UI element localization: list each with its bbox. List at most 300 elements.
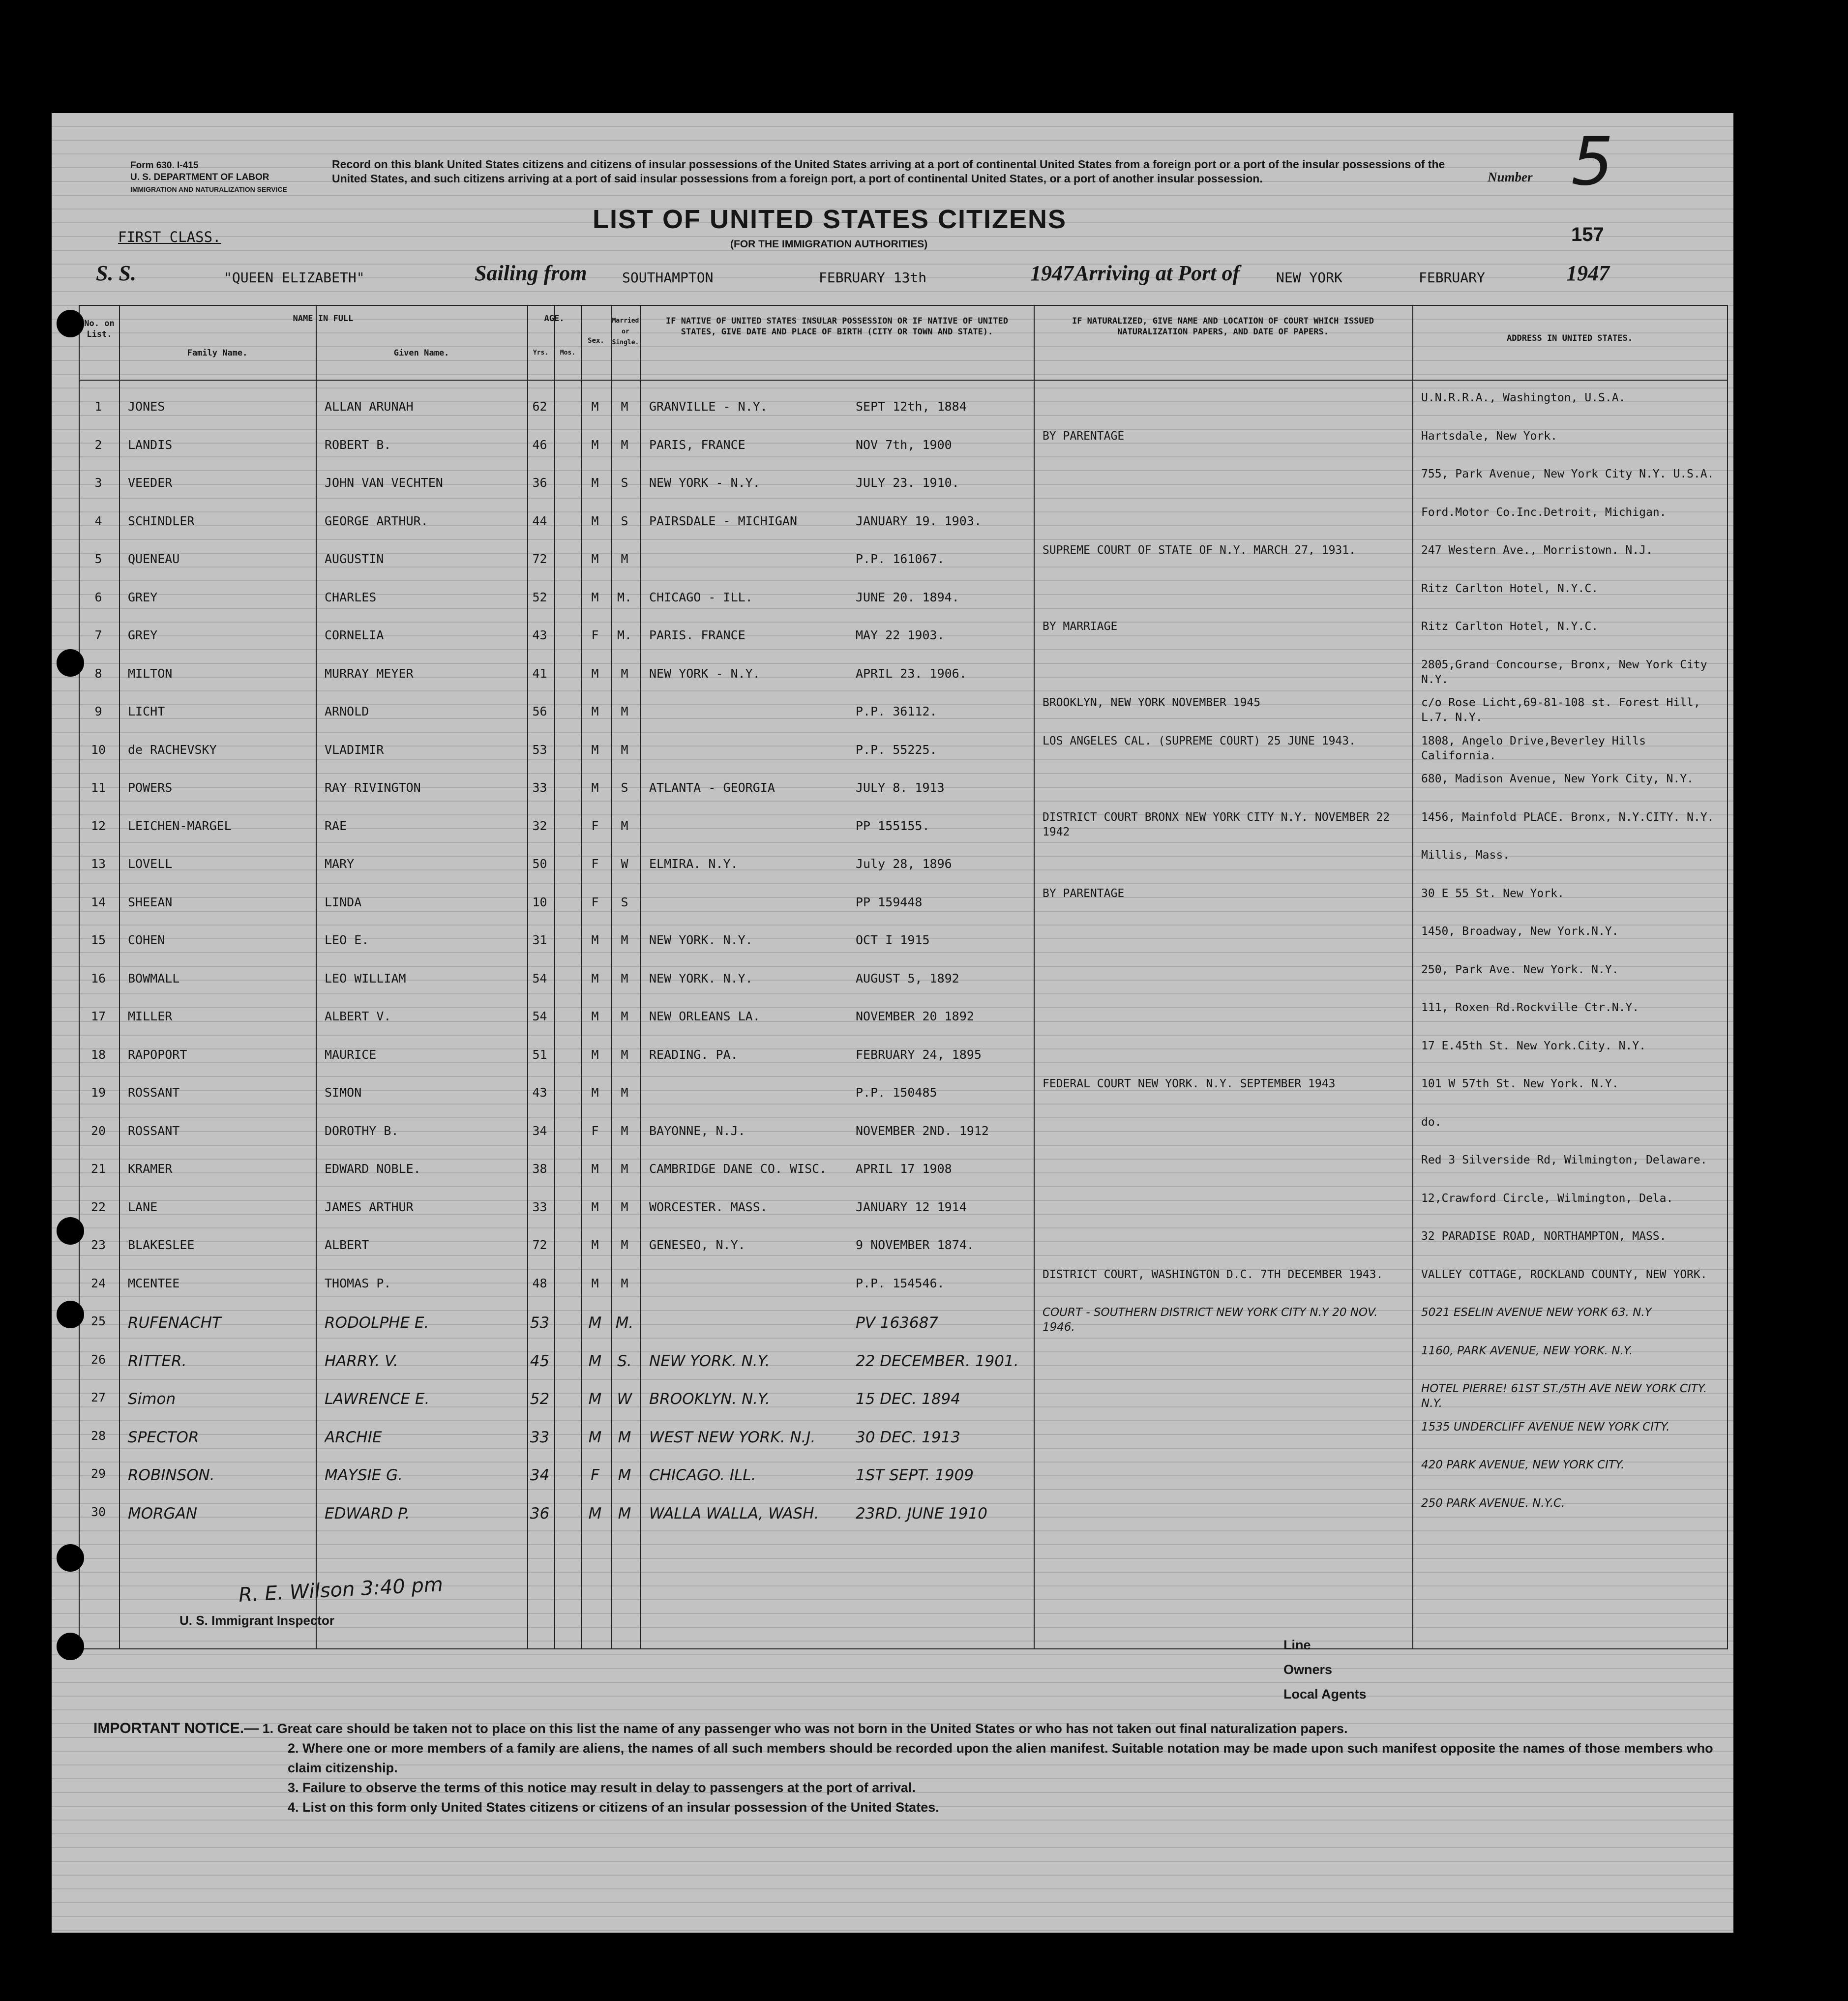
- sailing-date: FEBRUARY 13th: [819, 269, 927, 286]
- sex: M: [591, 476, 599, 490]
- birth-date: NOVEMBER 2ND. 1912: [856, 1123, 989, 1138]
- record-instructions: Record on this blank United States citizens and citizens of insular possessions of the United States arriving at a port of continental United States from a foreign port or a port of the insular possessions of the United States, and such citizens arriving at a port of said insular possessions from a foreign port, a port of continental United States, or a port of another insular possession.: [332, 158, 1445, 185]
- us-address: 5021 ESELIN AVENUE NEW YORK 63. N.Y: [1421, 1306, 1652, 1319]
- family-name: LICHT: [128, 704, 165, 718]
- age-years: 53: [530, 1314, 550, 1332]
- us-address: 2805,Grand Concourse, Bronx, New York City N.Y.: [1421, 658, 1707, 686]
- sex: M: [591, 1085, 599, 1100]
- page-title: LIST OF UNITED STATES CITIZENS: [593, 205, 1067, 234]
- header-address: ADDRESS IN UNITED STATES.: [1507, 333, 1633, 343]
- birth-place: GRANVILLE - N.Y.: [649, 399, 768, 414]
- age-years: 32: [532, 818, 547, 833]
- birth-place: PARIS. FRANCE: [649, 628, 745, 642]
- us-address: Ritz Carlton Hotel, N.Y.C.: [1421, 582, 1599, 595]
- birth-date: NOV 7th, 1900: [856, 437, 952, 452]
- row-number: 12: [90, 818, 106, 833]
- age-years: 44: [532, 513, 547, 528]
- given-name: MARY: [325, 857, 355, 871]
- given-name: CHARLES: [325, 590, 377, 604]
- birth-date: MAY 22 1903.: [856, 628, 945, 642]
- table-row: [79, 1075, 1726, 1113]
- birth-date: JANUARY 12 1914: [856, 1199, 967, 1214]
- sex: M: [591, 1009, 599, 1023]
- naturalization: FEDERAL COURT NEW YORK. N.Y. SEPTEMBER 1943: [1043, 1077, 1336, 1090]
- row-number: 10: [90, 742, 106, 757]
- header-birth: IF NATIVE OF UNITED STATES INSULAR POSSESSION OR IF NATIVE OF UNITED STATES, GIVE DATE AND PLACE OF BIRTH (CITY OR TOWN AND STATE).: [666, 316, 1008, 337]
- table-row: [79, 693, 1726, 732]
- us-address: 680, Madison Avenue, New York City, N.Y.: [1421, 773, 1694, 785]
- birth-place: PARIS, FRANCE: [649, 437, 745, 452]
- notice-1: 1. Great care should be taken not to place on this list the name of any passenger who was not born in the United States or who has not taken out final naturalization papers.: [262, 1721, 1348, 1736]
- marital-status: W: [621, 857, 628, 871]
- marital-status: S.: [617, 1352, 632, 1370]
- family-name: ROBINSON.: [128, 1466, 215, 1484]
- marital-status: S: [621, 895, 628, 909]
- us-address: Ford.Motor Co.Inc.Detroit, Michigan.: [1421, 506, 1667, 519]
- given-name: LEO WILLIAM: [325, 971, 406, 986]
- marital-status: M: [621, 1047, 628, 1062]
- family-name: LANE: [128, 1199, 158, 1214]
- table-row: [79, 1227, 1726, 1265]
- row-number: 16: [90, 971, 106, 986]
- age-years: 43: [532, 1085, 547, 1100]
- row-number: 26: [90, 1352, 106, 1367]
- row-number: 7: [94, 628, 102, 642]
- table-row: [79, 732, 1726, 770]
- us-address: Ritz Carlton Hotel, N.Y.C.: [1421, 620, 1599, 633]
- family-name: RITTER.: [128, 1352, 187, 1370]
- row-number: 13: [90, 857, 106, 871]
- age-years: 72: [532, 1238, 547, 1252]
- given-name: ALBERT: [325, 1238, 369, 1252]
- birth-place: BAYONNE, N.J.: [649, 1123, 745, 1138]
- row-number: 15: [90, 933, 106, 947]
- birth-date: 23RD. JUNE 1910: [856, 1504, 987, 1523]
- table-row: [79, 808, 1726, 846]
- age-years: 43: [532, 628, 547, 642]
- age-years: 62: [532, 399, 547, 414]
- marital-status: M: [621, 1276, 628, 1290]
- us-address: 12,Crawford Circle, Wilmington, Dela.: [1421, 1192, 1673, 1205]
- arrival-year: 1947: [1566, 261, 1610, 285]
- sailing-label: Sailing from: [475, 261, 587, 285]
- sex: M: [588, 1314, 602, 1332]
- family-name: ROSSANT: [128, 1085, 180, 1100]
- table-row: [79, 884, 1726, 923]
- arriving-label: Arriving at Port of: [1074, 261, 1240, 285]
- header-given-name: Given Name.: [393, 348, 449, 358]
- naturalization: SUPREME COURT OF STATE OF N.Y. MARCH 27, 1931.: [1043, 544, 1356, 557]
- us-address: VALLEY COTTAGE, ROCKLAND COUNTY, NEW YORK.: [1421, 1268, 1707, 1281]
- table-row: [79, 503, 1726, 541]
- age-years: 33: [532, 1199, 547, 1214]
- birth-date: JUNE 20. 1894.: [856, 590, 959, 604]
- us-address: Red 3 Silverside Rd, Wilmington, Delaware.: [1421, 1154, 1707, 1166]
- row-number: 14: [90, 895, 106, 909]
- age-years: 46: [532, 437, 547, 452]
- family-name: RAPOPORT: [128, 1047, 187, 1062]
- marital-status: M.: [617, 628, 632, 642]
- inspector-label: U. S. Immigrant Inspector: [179, 1613, 334, 1628]
- birth-date: 30 DEC. 1913: [856, 1428, 961, 1446]
- sex: F: [591, 818, 599, 833]
- birth-date: PV 163687: [856, 1314, 939, 1332]
- arrival-port: NEW YORK: [1276, 269, 1342, 286]
- sex: M: [591, 1162, 599, 1176]
- birth-date: PP 155155.: [856, 818, 930, 833]
- notice-2: 2. Where one or more members of a family are aliens, the names of all such members should be recorded upon the alien manifest. Suitable notation may be made upon such manifest opposite the names of those members who claim citizenship.: [288, 1741, 1713, 1775]
- given-name: LEO E.: [325, 933, 369, 947]
- marital-status: M: [621, 742, 628, 757]
- birth-place: BROOKLYN. N.Y.: [649, 1390, 770, 1408]
- family-name: POWERS: [128, 780, 173, 795]
- row-number: 28: [90, 1428, 106, 1443]
- row-number: 18: [90, 1047, 106, 1062]
- us-address: 1160, PARK AVENUE, NEW YORK. N.Y.: [1421, 1344, 1633, 1357]
- family-name: ROSSANT: [128, 1123, 180, 1138]
- age-years: 31: [532, 933, 547, 947]
- age-years: 41: [532, 666, 547, 681]
- birth-date: 9 NOVEMBER 1874.: [856, 1238, 974, 1252]
- table-row: [79, 1037, 1726, 1075]
- birth-place: GENESEO, N.Y.: [649, 1238, 745, 1252]
- sex: F: [591, 628, 599, 642]
- header-no: No. on List.: [84, 319, 115, 339]
- age-years: 50: [532, 857, 547, 871]
- table-row: [79, 770, 1726, 808]
- marital-status: M: [621, 399, 628, 414]
- sailing-port: SOUTHAMPTON: [622, 269, 714, 286]
- us-address: HOTEL PIERRE! 61ST ST./5TH AVE NEW YORK CITY. N.Y.: [1421, 1382, 1707, 1410]
- us-address: 1535 UNDERCLIFF AVENUE NEW YORK CITY.: [1421, 1420, 1670, 1434]
- marital-status: M: [621, 1009, 628, 1023]
- marital-status: M: [621, 1123, 628, 1138]
- department-name: U. S. DEPARTMENT OF LABOR: [130, 172, 269, 182]
- form-number: Form 630. I-415: [130, 160, 199, 171]
- birth-date: JANUARY 19. 1903.: [856, 513, 982, 528]
- table-row: [79, 1418, 1726, 1456]
- header-naturalized: IF NATURALIZED, GIVE NAME AND LOCATION OF COURT WHICH ISSUED NATURALIZATION PAPERS, AND DATE OF PAPERS.: [1072, 316, 1374, 337]
- us-address: 250 PARK AVENUE. N.Y.C.: [1421, 1496, 1565, 1510]
- table-row: [79, 960, 1726, 999]
- age-years: 72: [532, 552, 547, 566]
- age-years: 34: [530, 1466, 550, 1484]
- us-address: 247 Western Ave., Morristown. N.J.: [1421, 544, 1653, 557]
- age-years: 54: [532, 971, 547, 986]
- given-name: SIMON: [325, 1085, 362, 1100]
- given-name: MAYSIE G.: [325, 1466, 403, 1484]
- birth-place: CHICAGO. ILL.: [649, 1466, 756, 1484]
- table-row: [79, 1113, 1726, 1151]
- us-address: 32 PARADISE ROAD, NORTHAMPTON, MASS.: [1421, 1230, 1667, 1243]
- ss-label: S. S.: [96, 261, 136, 285]
- marital-status: M.: [617, 590, 632, 604]
- sex: M: [591, 399, 599, 414]
- family-name: GREY: [128, 628, 158, 642]
- marital-status: M: [621, 1085, 628, 1100]
- punch-hole: [57, 649, 84, 677]
- row-number: 20: [90, 1123, 106, 1138]
- number-value: 5: [1571, 123, 1613, 200]
- family-name: SCHINDLER: [128, 513, 195, 528]
- us-address: 17 E.45th St. New York.City. N.Y.: [1421, 1039, 1646, 1052]
- birth-place: NEW ORLEANS LA.: [649, 1009, 760, 1023]
- sex: M: [588, 1428, 602, 1446]
- family-name: COHEN: [128, 933, 165, 947]
- family-name: JONES: [128, 399, 165, 414]
- birth-date: 1ST SEPT. 1909: [856, 1466, 974, 1484]
- table-row: [79, 846, 1726, 884]
- table-row: [79, 541, 1726, 579]
- row-number: 27: [90, 1390, 106, 1404]
- age-years: 33: [532, 780, 547, 795]
- birth-place: WORCESTER. MASS.: [649, 1199, 768, 1214]
- given-name: RAE: [325, 818, 347, 833]
- given-name: ALBERT V.: [325, 1009, 391, 1023]
- form-header-left: [130, 160, 287, 195]
- age-years: 48: [532, 1276, 547, 1290]
- us-address: 111, Roxen Rd.Rockville Ctr.N.Y.: [1421, 1001, 1639, 1014]
- age-years: 33: [530, 1428, 550, 1446]
- given-name: LAWRENCE E.: [325, 1390, 430, 1408]
- age-years: 52: [532, 590, 547, 604]
- us-address: U.N.R.R.A., Washington, U.S.A.: [1421, 391, 1626, 404]
- age-years: 52: [530, 1390, 550, 1408]
- age-years: 56: [532, 704, 547, 718]
- header-family-name: Family Name.: [187, 348, 248, 358]
- sex: F: [591, 895, 599, 909]
- punch-hole: [57, 1633, 84, 1660]
- marital-status: W: [617, 1390, 632, 1408]
- us-address: do.: [1421, 1115, 1442, 1129]
- family-name: BLAKESLEE: [128, 1238, 195, 1252]
- birth-date: P.P. 161067.: [856, 552, 945, 566]
- header-age: AGE.: [544, 314, 565, 324]
- given-name: JAMES ARTHUR: [325, 1199, 414, 1214]
- age-years: 36: [532, 476, 547, 490]
- service-name: IMMIGRATION AND NATURALIZATION SERVICE: [130, 185, 287, 193]
- sex: M: [591, 971, 599, 986]
- family-name: LANDIS: [128, 437, 173, 452]
- family-name: MORGAN: [128, 1504, 198, 1523]
- us-address: 1808, Angelo Drive,Beverley Hills California.: [1421, 734, 1646, 762]
- marital-status: S: [621, 780, 628, 795]
- row-number: 17: [90, 1009, 106, 1023]
- row-number: 9: [94, 704, 102, 718]
- marital-status: M: [621, 971, 628, 986]
- given-name: THOMAS P.: [325, 1276, 391, 1290]
- marital-status: M: [621, 818, 628, 833]
- birth-date: 22 DECEMBER. 1901.: [856, 1352, 1019, 1370]
- age-years: 10: [532, 895, 547, 909]
- given-name: RAY RIVINGTON: [325, 780, 421, 795]
- table-row: [79, 1342, 1726, 1380]
- manifest-page: [52, 113, 1733, 1933]
- given-name: DOROTHY B.: [325, 1123, 399, 1138]
- table-row: [79, 922, 1726, 960]
- age-years: 34: [532, 1123, 547, 1138]
- birth-place: NEW YORK. N.Y.: [649, 1352, 770, 1370]
- us-address: 1456, Mainfold PLACE. Bronx, N.Y.CITY. N.Y.: [1421, 810, 1714, 824]
- header-mos: Mos.: [560, 349, 576, 357]
- sex: F: [591, 1466, 599, 1484]
- marital-status: M.: [615, 1314, 634, 1332]
- naturalization: BY PARENTAGE: [1043, 887, 1125, 900]
- naturalization: DISTRICT COURT BRONX NEW YORK CITY N.Y. NOVEMBER 22 1942: [1043, 810, 1390, 838]
- important-notice: [93, 1719, 1716, 1817]
- table-row: [79, 465, 1726, 503]
- birth-place: WEST NEW YORK. N.J.: [649, 1428, 816, 1446]
- age-years: 54: [532, 1009, 547, 1023]
- marital-status: S: [621, 513, 628, 528]
- birth-date: OCT I 1915: [856, 933, 930, 947]
- punch-hole: [57, 1217, 84, 1245]
- birth-place: PAIRSDALE - MICHIGAN: [649, 513, 798, 528]
- table-row: [79, 1379, 1726, 1418]
- us-address: 1450, Broadway, New York.N.Y.: [1421, 925, 1619, 938]
- birth-place: NEW YORK. N.Y.: [649, 971, 753, 986]
- us-address: 250, Park Ave. New York. N.Y.: [1421, 963, 1619, 976]
- table-row: [79, 1151, 1726, 1189]
- sex: M: [591, 552, 599, 566]
- sex: M: [591, 437, 599, 452]
- us-address: 30 E 55 St. New York.: [1421, 887, 1564, 900]
- sex: M: [591, 933, 599, 947]
- marital-status: M: [618, 1428, 631, 1446]
- table-row: [79, 1189, 1726, 1227]
- header-name-in-full: NAME IN FULL: [293, 314, 354, 324]
- family-name: GREY: [128, 590, 158, 604]
- row-number: 30: [90, 1504, 106, 1519]
- punch-hole: [57, 310, 84, 337]
- line-label: Line: [1283, 1638, 1311, 1652]
- sex: M: [591, 1199, 599, 1214]
- family-name: Simon: [128, 1390, 176, 1408]
- given-name: ARNOLD: [325, 704, 369, 718]
- us-address: c/o Rose Licht,69-81-108 st. Forest Hill, L.7. N.Y.: [1421, 696, 1700, 724]
- naturalization: BY PARENTAGE: [1043, 429, 1125, 443]
- birth-date: July 28, 1896: [856, 857, 952, 871]
- row-number: 5: [94, 552, 102, 566]
- number-label: Number: [1488, 170, 1533, 184]
- owners-label: Owners: [1283, 1662, 1333, 1677]
- sex: M: [591, 1276, 599, 1290]
- us-address: 755, Park Avenue, New York City N.Y. U.S.A.: [1421, 468, 1714, 480]
- family-name: BOWMALL: [128, 971, 180, 986]
- local-agents-label: Local Agents: [1283, 1687, 1367, 1702]
- family-name: RUFENACHT: [128, 1314, 221, 1332]
- table-row: [79, 998, 1726, 1037]
- row-number: 19: [90, 1085, 106, 1100]
- row-number: 21: [90, 1162, 106, 1176]
- inspector-signature: R. E. Wilson 3:40 pm: [238, 1573, 444, 1607]
- sex: M: [588, 1504, 602, 1523]
- sex: M: [591, 590, 599, 604]
- family-name: LEICHEN-MARGEL: [128, 818, 232, 833]
- sex: M: [591, 513, 599, 528]
- birth-date: AUGUST 5, 1892: [856, 971, 959, 986]
- notice-3: 3. Failure to observe the terms of this notice may result in delay to passengers at the port of arrival.: [288, 1780, 916, 1795]
- given-name: GEORGE ARTHUR.: [325, 513, 428, 528]
- table-row: [79, 1456, 1726, 1494]
- birth-date: P.P. 36112.: [856, 704, 937, 718]
- given-name: EDWARD P.: [325, 1504, 410, 1523]
- table-row: [79, 427, 1726, 465]
- notice-4: 4. List on this form only United States citizens or citizens of an insular possession of the United States.: [288, 1800, 939, 1815]
- birth-date: P.P. 55225.: [856, 742, 937, 757]
- row-number: 22: [90, 1199, 106, 1214]
- given-name: VLADIMIR: [325, 742, 384, 757]
- punch-hole: [57, 1301, 84, 1328]
- row-number: 24: [90, 1276, 106, 1290]
- row-number: 2: [94, 437, 102, 452]
- sex: M: [591, 780, 599, 795]
- page-subtitle: (FOR THE IMMIGRATION AUTHORITIES): [730, 239, 928, 250]
- row-number: 23: [90, 1238, 106, 1252]
- row-number: 25: [90, 1314, 106, 1328]
- birth-place: NEW YORK - N.Y.: [649, 476, 760, 490]
- table-row: [79, 1494, 1726, 1532]
- birth-place: NEW YORK. N.Y.: [649, 933, 753, 947]
- birth-date: PP 159448: [856, 895, 923, 909]
- given-name: JOHN VAN VECHTEN: [325, 476, 443, 490]
- row-number: 11: [90, 780, 106, 795]
- birth-date: SEPT 12th, 1884: [856, 399, 967, 414]
- naturalization: BROOKLYN, NEW YORK NOVEMBER 1945: [1043, 696, 1261, 709]
- birth-date: P.P. 154546.: [856, 1276, 945, 1290]
- given-name: CORNELIA: [325, 628, 384, 642]
- birth-date: APRIL 17 1908: [856, 1162, 952, 1176]
- naturalization: DISTRICT COURT, WASHINGTON D.C. 7TH DECEMBER 1943.: [1043, 1268, 1383, 1281]
- family-name: MCENTEE: [128, 1276, 180, 1290]
- age-years: 45: [530, 1352, 550, 1370]
- birth-place: WALLA WALLA, WASH.: [649, 1504, 819, 1523]
- birth-date: FEBRUARY 24, 1895: [856, 1047, 982, 1062]
- birth-place: ATLANTA - GEORGIA: [649, 780, 775, 795]
- sex: M: [588, 1390, 602, 1408]
- family-name: KRAMER: [128, 1162, 173, 1176]
- family-name: QUENEAU: [128, 552, 180, 566]
- birth-date: P.P. 150485: [856, 1085, 937, 1100]
- page-number: 157: [1571, 224, 1604, 245]
- given-name: MAURICE: [325, 1047, 377, 1062]
- family-name: MILLER: [128, 1009, 173, 1023]
- age-years: 36: [530, 1504, 550, 1523]
- birth-date: JULY 23. 1910.: [856, 476, 959, 490]
- naturalization: COURT - SOUTHERN DISTRICT NEW YORK CITY N.Y 20 NOV. 1946.: [1043, 1306, 1378, 1334]
- marital-status: S: [621, 476, 628, 490]
- marital-status: M: [621, 437, 628, 452]
- given-name: MURRAY MEYER: [325, 666, 414, 681]
- row-number: 1: [94, 399, 102, 414]
- naturalization: LOS ANGELES CAL. (SUPREME COURT) 25 JUNE 1943.: [1043, 734, 1356, 747]
- class-label: FIRST CLASS.: [118, 229, 221, 245]
- table-row: [79, 579, 1726, 618]
- row-number: 29: [90, 1466, 106, 1481]
- us-address: Hartsdale, New York.: [1421, 429, 1557, 443]
- age-years: 51: [532, 1047, 547, 1062]
- sex: M: [591, 742, 599, 757]
- header-yrs: Yrs.: [533, 349, 549, 357]
- row-number: 3: [94, 476, 102, 490]
- marital-status: M: [621, 1199, 628, 1214]
- age-years: 53: [532, 742, 547, 757]
- family-name: de RACHEVSKY: [128, 742, 217, 757]
- birth-date: APRIL 23. 1906.: [856, 666, 967, 681]
- arrival-date: FEBRUARY: [1419, 269, 1485, 286]
- table-row: [79, 656, 1726, 694]
- sex: M: [591, 666, 599, 681]
